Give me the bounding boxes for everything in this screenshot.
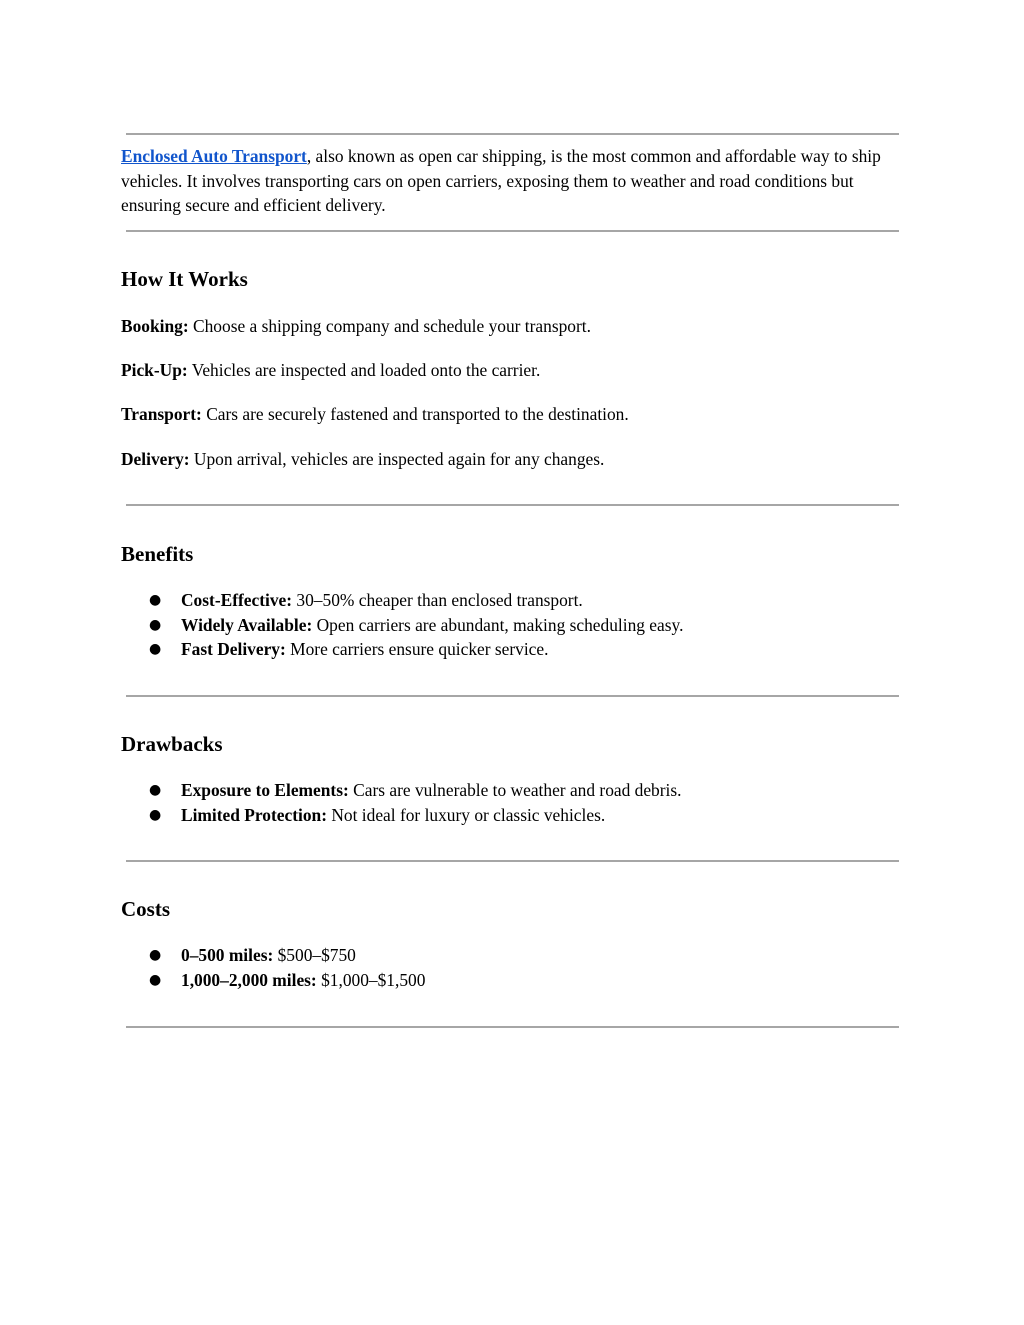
item-text: Open carriers are abundant, making scheduling easy.	[312, 614, 684, 635]
horizontal-rule	[126, 230, 899, 232]
step-transport	[121, 402, 629, 426]
list-item	[0, 588, 1024, 613]
step-text: Vehicles are inspected and loaded onto the carrier.	[187, 360, 541, 380]
step-label: Booking:	[121, 316, 189, 336]
item-label: 1,000–2,000 miles:	[181, 969, 317, 990]
step-label: Pick-Up:	[121, 360, 188, 380]
step-delivery	[121, 447, 604, 471]
horizontal-rule	[126, 695, 899, 697]
drawbacks-heading: Drawbacks	[121, 732, 223, 756]
horizontal-rule	[126, 860, 899, 862]
item-label: Fast Delivery:	[181, 639, 286, 659]
item-label: Limited Protection:	[181, 804, 328, 825]
benefits-list	[0, 588, 1024, 662]
bullet-icon: ●	[149, 971, 162, 988]
step-pick-up	[121, 358, 540, 382]
step-label: Transport:	[121, 404, 202, 424]
item-text: 30–50% cheaper than enclosed transport.	[292, 590, 583, 610]
list-item	[0, 968, 1024, 993]
list-item	[0, 943, 1024, 968]
bullet-icon: ●	[149, 641, 162, 657]
item-label: Cost-Effective:	[181, 590, 293, 610]
item-label: Exposure to Elements:	[181, 780, 349, 800]
enclosed-auto-transport-link[interactable]: Enclosed Auto Transport	[121, 146, 307, 166]
intro-paragraph	[121, 144, 911, 218]
bullet-icon: ●	[149, 947, 162, 963]
list-item	[0, 637, 1024, 662]
step-label: Delivery:	[121, 449, 190, 469]
bullet-icon: ●	[149, 592, 162, 608]
step-text: Cars are securely fastened and transported to the destination.	[201, 404, 629, 424]
horizontal-rule	[126, 504, 899, 506]
item-text: $500–$750	[273, 945, 356, 965]
bullet-icon: ●	[149, 782, 162, 798]
item-text: $1,000–$1,500	[316, 969, 426, 990]
intro-text: , also known as open car shipping, is the most common and affordable way to ship vehicles. It involves transporting cars on open carriers, exposing them to weather and road conditions but ensuring secure and efficient delivery.	[121, 146, 881, 215]
horizontal-rule	[126, 1026, 899, 1028]
list-item	[0, 778, 1024, 803]
drawbacks-list	[0, 778, 1024, 827]
how-it-works-heading: How It Works	[121, 267, 248, 291]
bullet-icon: ●	[149, 806, 162, 823]
benefits-heading: Benefits	[121, 542, 194, 566]
costs-list	[0, 943, 1024, 992]
item-text: Cars are vulnerable to weather and road debris.	[348, 780, 682, 800]
item-label: 0–500 miles:	[181, 945, 274, 965]
step-text: Upon arrival, vehicles are inspected again for any changes.	[189, 449, 605, 469]
step-booking	[121, 314, 591, 338]
item-label: Widely Available:	[181, 614, 313, 635]
step-text: Choose a shipping company and schedule your transport.	[188, 316, 591, 336]
bullet-icon: ●	[149, 616, 162, 633]
item-text: Not ideal for luxury or classic vehicles.	[327, 804, 606, 825]
item-text: More carriers ensure quicker service.	[285, 639, 549, 659]
list-item	[0, 803, 1024, 828]
costs-heading: Costs	[121, 897, 171, 921]
list-item	[0, 613, 1024, 638]
horizontal-rule	[126, 133, 899, 135]
